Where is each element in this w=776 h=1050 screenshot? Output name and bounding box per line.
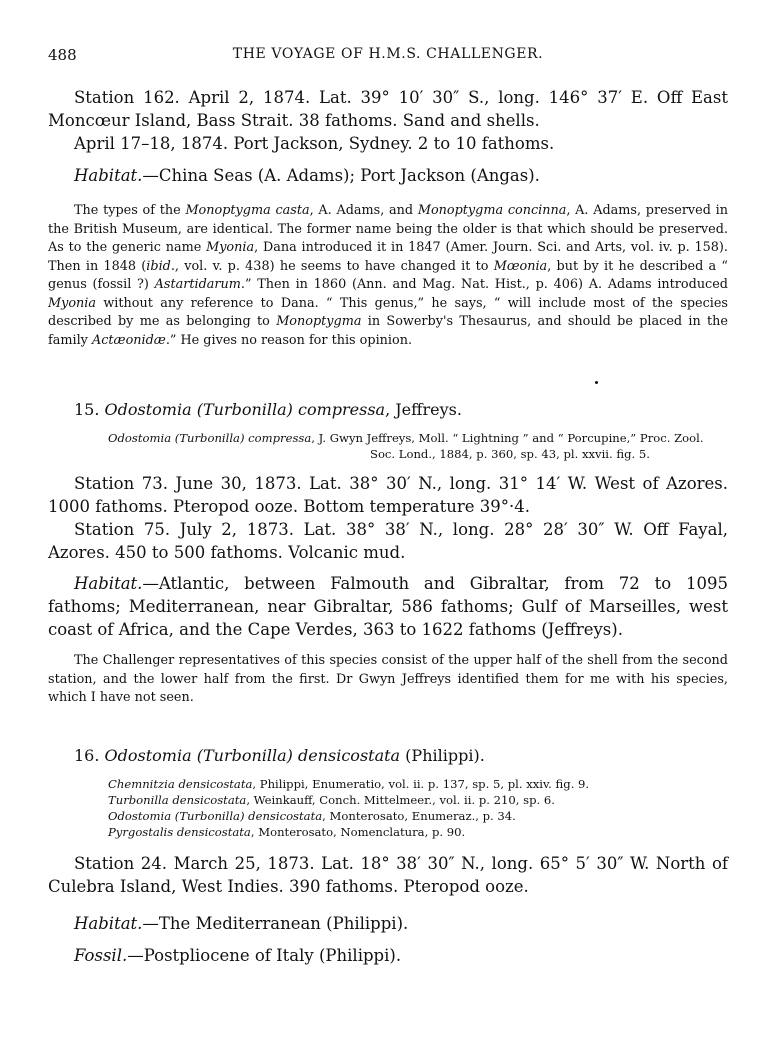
synonym-line: Odostomia (Turbonilla) densicostata, Monterosato, Enumeraz., p. 34. [108, 809, 516, 823]
fossil-paragraph: Fossil.—Postpliocene of Italy (Philippi). [74, 946, 402, 965]
port-jackson-paragraph: April 17–18, 1874. Port Jackson, Sydney. 2 to 10 fathoms. [74, 134, 555, 153]
synonym-line: Chemnitzia densicostata, Philippi, Enumeratio, vol. ii. p. 137, sp. 5, pl. xxiv. fig. 9. [108, 777, 590, 791]
habitat-paragraph-15: Habitat.—Atlantic, between Falmouth and Gibraltar, from 72 to 1095 fathoms; Mediterranean, near Gibraltar, 586 fathoms; Gulf of Marseilles, west coast of Africa, and the Cape Verdes, 363 to 1622 fathoms (Jeffreys). [48, 574, 728, 639]
species-15-reference: Odostomia (Turbonilla) compressa, J. Gwyn Jeffreys, Moll. “ Lightning ” and “ Porcupine,” Proc. Zool. Soc. Lond., 1884, p. 360, sp. 43, pl. xxvii. fig. 5. [108, 431, 704, 461]
station-24-paragraph: Station 24. March 25, 1873. Lat. 18° 38′ 30″ N., long. 65° 5′ 30″ W. North of Culebra Island, West Indies. 390 fathoms. Pteropod ooze. [48, 854, 728, 896]
habitat-text: —China Seas (A. Adams); Port Jackson (Angas). [142, 166, 540, 185]
stray-dot [595, 381, 598, 384]
species-16-heading: 16. Odostomia (Turbonilla) densicostata (Philippi). [74, 746, 485, 765]
species-15-note: The Challenger representatives of this species consist of the upper half of the shell from the second station, and the lower half from the first. Dr Gwyn Jeffreys identified them for me with his species, which I have not seen. [48, 653, 728, 705]
station-73-paragraph: Station 73. June 30, 1873. Lat. 38° 30′ N., long. 31° 14′ W. West of Azores. 1000 fathoms. Pteropod ooze. Bottom temperature 39°·4. [48, 474, 728, 516]
page-number: 488 [48, 46, 77, 64]
habitat-label: Habitat. [74, 166, 143, 185]
station-162-paragraph: Station 162. April 2, 1874. Lat. 39° 10′ 30″ S., long. 146° 37′ E. Off East Moncœur Island, Bass Strait. 38 fathoms. Sand and shells. [48, 88, 728, 130]
running-head: THE VOYAGE OF H.M.S. CHALLENGER. [232, 46, 544, 62]
page-header [48, 46, 728, 68]
species-15-heading: 15. Odostomia (Turbonilla) compressa, Jeffreys. [74, 400, 462, 419]
station-75-paragraph: Station 75. July 2, 1873. Lat. 38° 38′ N., long. 28° 28′ 30″ W. Off Fayal, Azores. 450 to 500 fathoms. Volcanic mud. [48, 520, 728, 562]
synonym-line: Pyrgostalis densicostata, Monterosato, Nomenclatura, p. 90. [108, 825, 466, 839]
synonym-line: Turbonilla densicostata, Weinkauff, Conch. Mittelmeer., vol. ii. p. 210, sp. 6. [108, 793, 555, 807]
habitat-paragraph-16: Habitat.—The Mediterranean (Philippi). [74, 914, 409, 933]
monoptygma-note: The types of the Monoptygma casta, A. Adams, and Monoptygma concinna, A. Adams, preserved in the British Museum, are identical. The former name being the older is that which should be preserved. As to the generic name Myonia, Dana introduced it in 1847 (Amer. Journ. Sci. and Arts, vol. iv. p. 158). Then in 1848 (ibid., vol. v. p. 438) he seems to have changed it to Mœonia, but by it he described a “ genus (fossil ?) Astartidarum.” Then in 1860 (Ann. and Mag. Nat. Hist., p. 406) A. Adams introduced Myonia without any reference to Dana. “ This genus,” he says, “ will include most of the species described by me as belonging to Monoptygma in Sowerby's Thesaurus, and should be placed in the family Actæonidæ.” He gives no reason for this opinion. [48, 203, 729, 348]
habitat-paragraph-top [48, 164, 728, 187]
species-16-synonymy [48, 776, 728, 840]
